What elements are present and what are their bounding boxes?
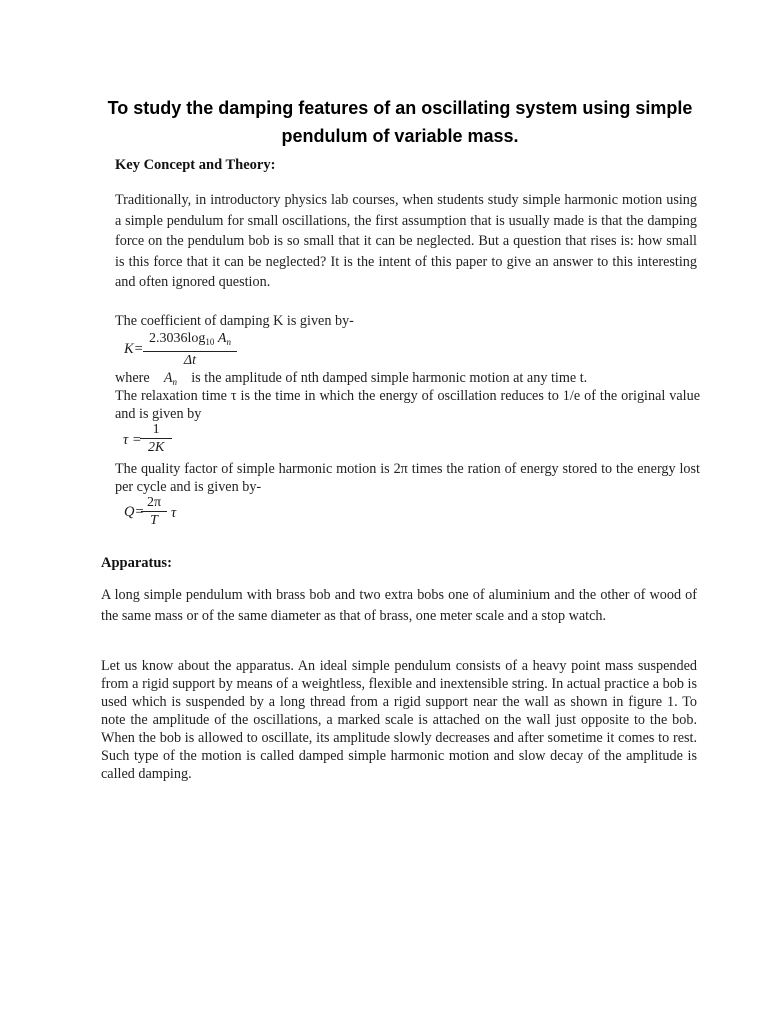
apparatus-heading: Apparatus: (101, 555, 172, 571)
quality-factor-text: The quality factor of simple harmonic motion is 2π times the ration of energy stored to the energy lost per cycle and is given by- (115, 461, 700, 495)
equation-tau-lhs: τ = (123, 432, 142, 448)
equation-tau-denominator: 2K (140, 438, 172, 456)
eq-k-sub: n (226, 337, 231, 347)
equation-k-fraction (147, 330, 233, 369)
equation-tau-fraction (144, 421, 168, 456)
apparatus-paragraph: A long simple pendulum with brass bob and two extra bobs one of aluminium and the other of wood of the same mass or of the same diameter as that of brass, one meter scale and a stop watch. (101, 587, 697, 624)
apparatus-description-paragraph: Let us know about the apparatus. An ideal simple pendulum consists of a heavy point mass suspended from a rigid support by means of a weightless, flexible and inextensible string. In actual practice a bob is used which is suspended by a long thread from a rigid support near the wall as shown in figure 1. To note the amplitude of the oscillations, a marked scale is attached on the wall just opposite to the bob. When the bob is allowed to oscillate, its amplitude slowly decreases and after sometime it comes to rest. Such type of the motion is called damped simple harmonic motion and slow decay of the amplitude is called damping. (101, 658, 697, 782)
key-concept-heading: Key Concept and Theory: (115, 157, 276, 173)
where-prefix: where (115, 370, 150, 386)
equation-q-denominator: T (141, 511, 167, 529)
equation-k-denominator: Δt (143, 351, 237, 369)
equation-q-lhs: Q= (124, 504, 145, 520)
equation-k-numerator (147, 330, 233, 351)
eq-k-var: A (217, 331, 227, 346)
where-var: A (163, 370, 173, 386)
equation-q-fraction (145, 494, 163, 529)
where-sub: n (172, 377, 178, 387)
intro-paragraph: Traditionally, in introductory physics lab courses, when students study simple harmonic motion using a simple pendulum for small oscillations, the first assumption that is usually made is that the damping force on the pendulum bob is so small that it can be neglected. But a question that rises is: how small is this force that it can be neglected? It is the intent of this paper to give an answer to this interesting and often ignored question. (115, 192, 697, 290)
where-suffix: is the amplitude of nth damped simple harmonic motion at any time t. (191, 370, 588, 386)
eq-k-base: 10 (205, 337, 215, 347)
equation-q-rhs: τ (171, 505, 177, 521)
eq-k-log: log (187, 331, 206, 346)
relaxation-time-text: The relaxation time τ is the time in which the energy of oscillation reduces to 1/e of the original value and is given by (115, 388, 700, 422)
page-title: To study the damping features of an oscillating system using simple pendulum of variable mass. (107, 98, 693, 146)
equation-q-numerator: 2π (147, 495, 162, 510)
equation-tau-numerator: 1 (152, 422, 160, 437)
equation-k-lhs: K= (124, 341, 144, 357)
damping-coefficient-line: The coefficient of damping K is given by- (115, 313, 354, 329)
eq-k-coef: 2.3036 (149, 331, 188, 346)
